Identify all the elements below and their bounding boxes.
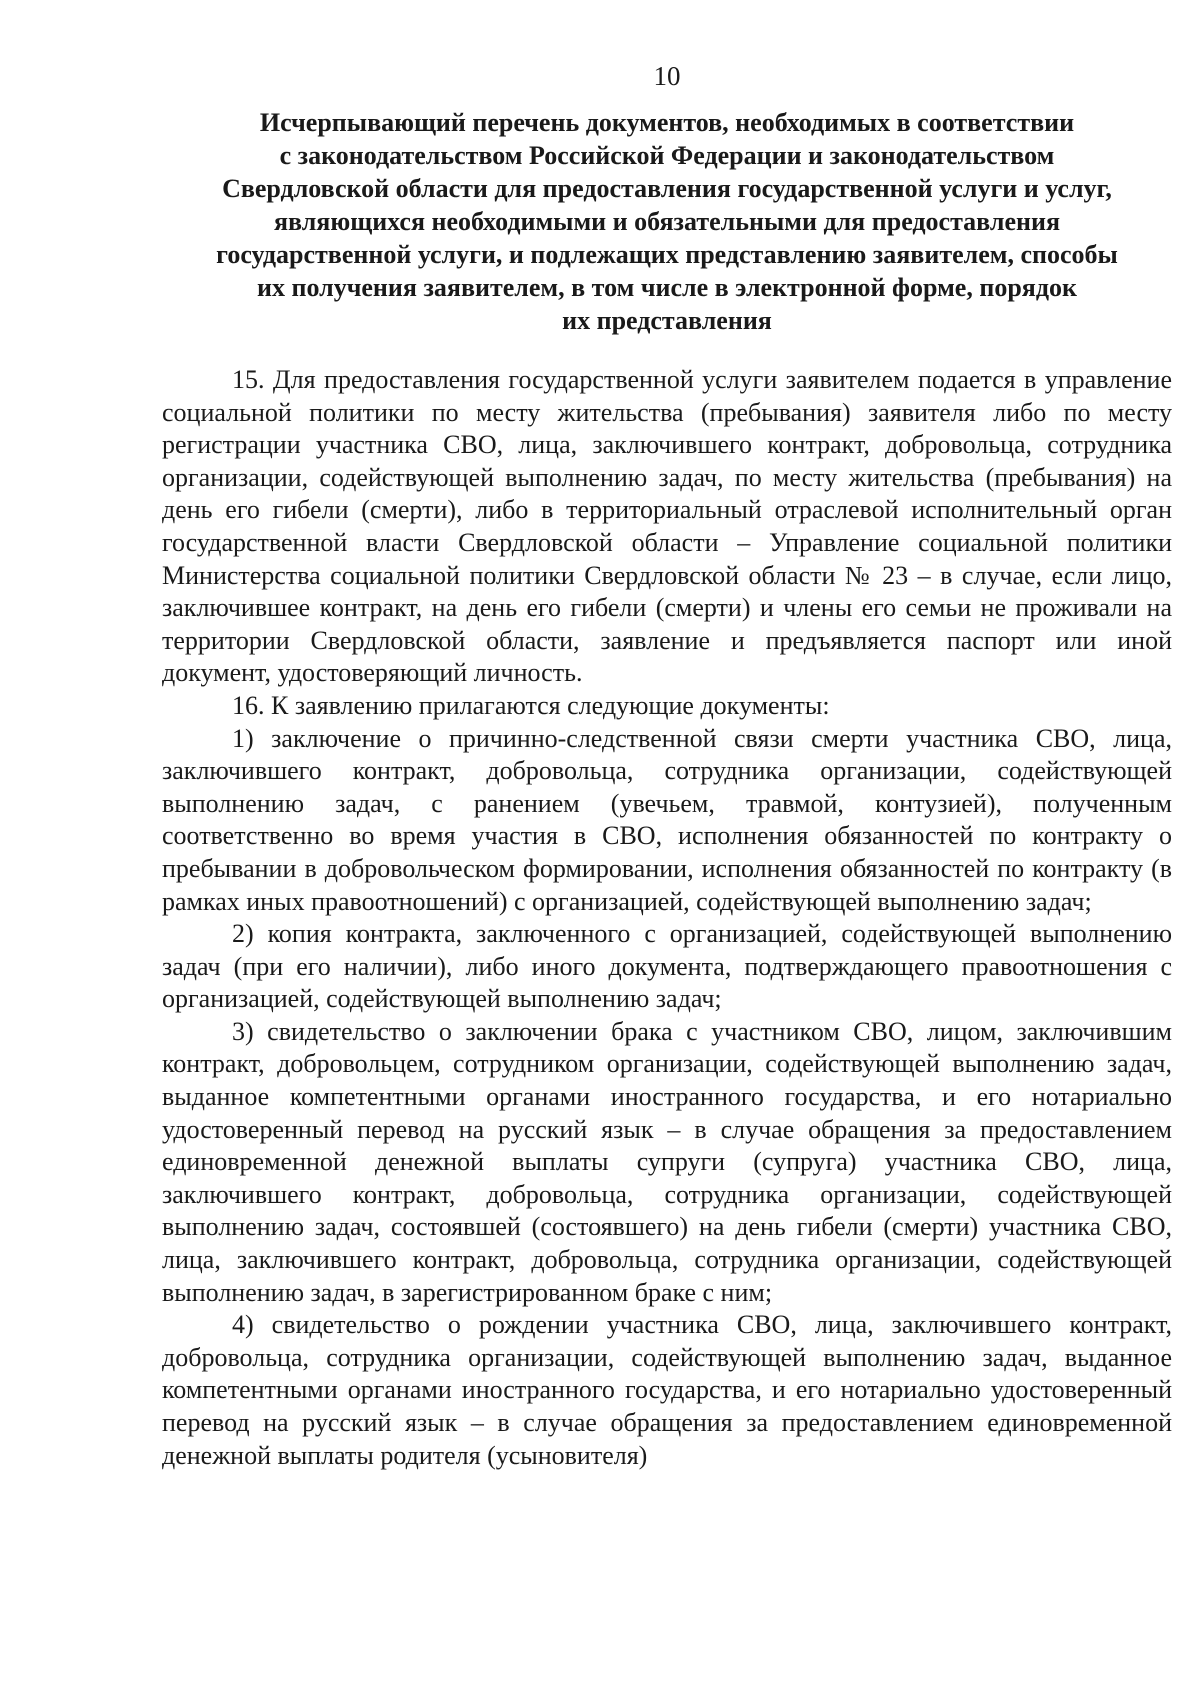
heading-line: Исчерпывающий перечень документов, необходимых в соответствии (259, 108, 1075, 137)
heading-line: государственной услуги, и подлежащих представлению заявителем, способы (216, 240, 1118, 269)
paragraph-16: 16. К заявлению прилагаются следующие документы: (232, 690, 830, 720)
heading-line: являющихся необходимыми и обязательными для предоставления (273, 207, 1061, 236)
section-heading (162, 106, 1172, 337)
heading-line: с законодательством Российской Федерации и законодательством (279, 141, 1055, 170)
page-number: 10 (653, 61, 681, 91)
document-page (162, 60, 1172, 1472)
heading-line: Свердловской области для предоставления государственной услуги и услуг, (222, 174, 1112, 203)
heading-line: их представления (562, 306, 772, 335)
list-item-3: 3) свидетельство о заключении брака с участником СВО, лицом, заключившим контракт, добровольцем, сотрудником организации, содействующей выполнению задач, выданное компетентными органами иностранного государства, и его нотариально удостоверенный перевод на русский язык – в случае обращения за предоставлением единовременной денежной выплаты супруги (супруга) участника СВО, лица, заключившего контракт, добровольца, сотрудника организации, содействующей выполнению задач, состоявшей (состоявшего) на день гибели (смерти) участника СВО, лица, заключившего контракт, добровольца, сотрудника организации, содействующей выполнению задач, в зарегистрированном браке с ним; (162, 1016, 1172, 1307)
list-item-1: 1) заключение о причинно-следственной связи смерти участника СВО, лица, заключившего контракт, добровольца, сотрудника организации, содействующей выполнению задач, с ранением (увечьем, травмой, контузией), полученным соответственно во время участия в СВО, исполнения обязанностей по контракту о пребывании в добровольческом формировании, исполнения обязанностей по контракту (в рамках иных правоотношений) с организацией, содействующей выполнению задач; (162, 723, 1172, 916)
paragraph-15: 15. Для предоставления государственной услуги заявителем подается в управление социальной политики по месту жительства (пребывания) заявителя либо по месту регистрации участника СВО, лица, заключившего контракт, добровольца, сотрудника организации, содействующей выполнению задач, по месту жительства (пребывания) на день его гибели (смерти), либо в территориальный отраслевой исполнительный орган государственной власти Свердловской области – Управление социальной политики Министерства социальной политики Свердловской области № 23 – в случае, если лицо, заключившее контракт, на день его гибели (смерти) и члены его семьи не проживали на территории Свердловской области, заявление и предъявляется паспорт или иной документ, удостоверяющий личность. (162, 365, 1172, 688)
heading-line: их получения заявителем, в том числе в электронной форме, порядок (257, 273, 1077, 302)
list-item-2: 2) копия контракта, заключенного с организацией, содействующей выполнению задач (при его наличии), либо иного документа, подтверждающего правоотношения с организацией, содействующей выполнению задач; (162, 919, 1172, 1014)
document-body (162, 364, 1172, 1472)
list-item-4: 4) свидетельство о рождении участника СВО, лица, заключившего контракт, добровольца, сотрудника организации, содействующей выполнению задач, выданное компетентными органами иностранного государства, и его нотариально удостоверенный перевод на русский язык – в случае обращения за предоставлением единовременной денежной выплаты родителя (усыновителя) (162, 1310, 1172, 1470)
